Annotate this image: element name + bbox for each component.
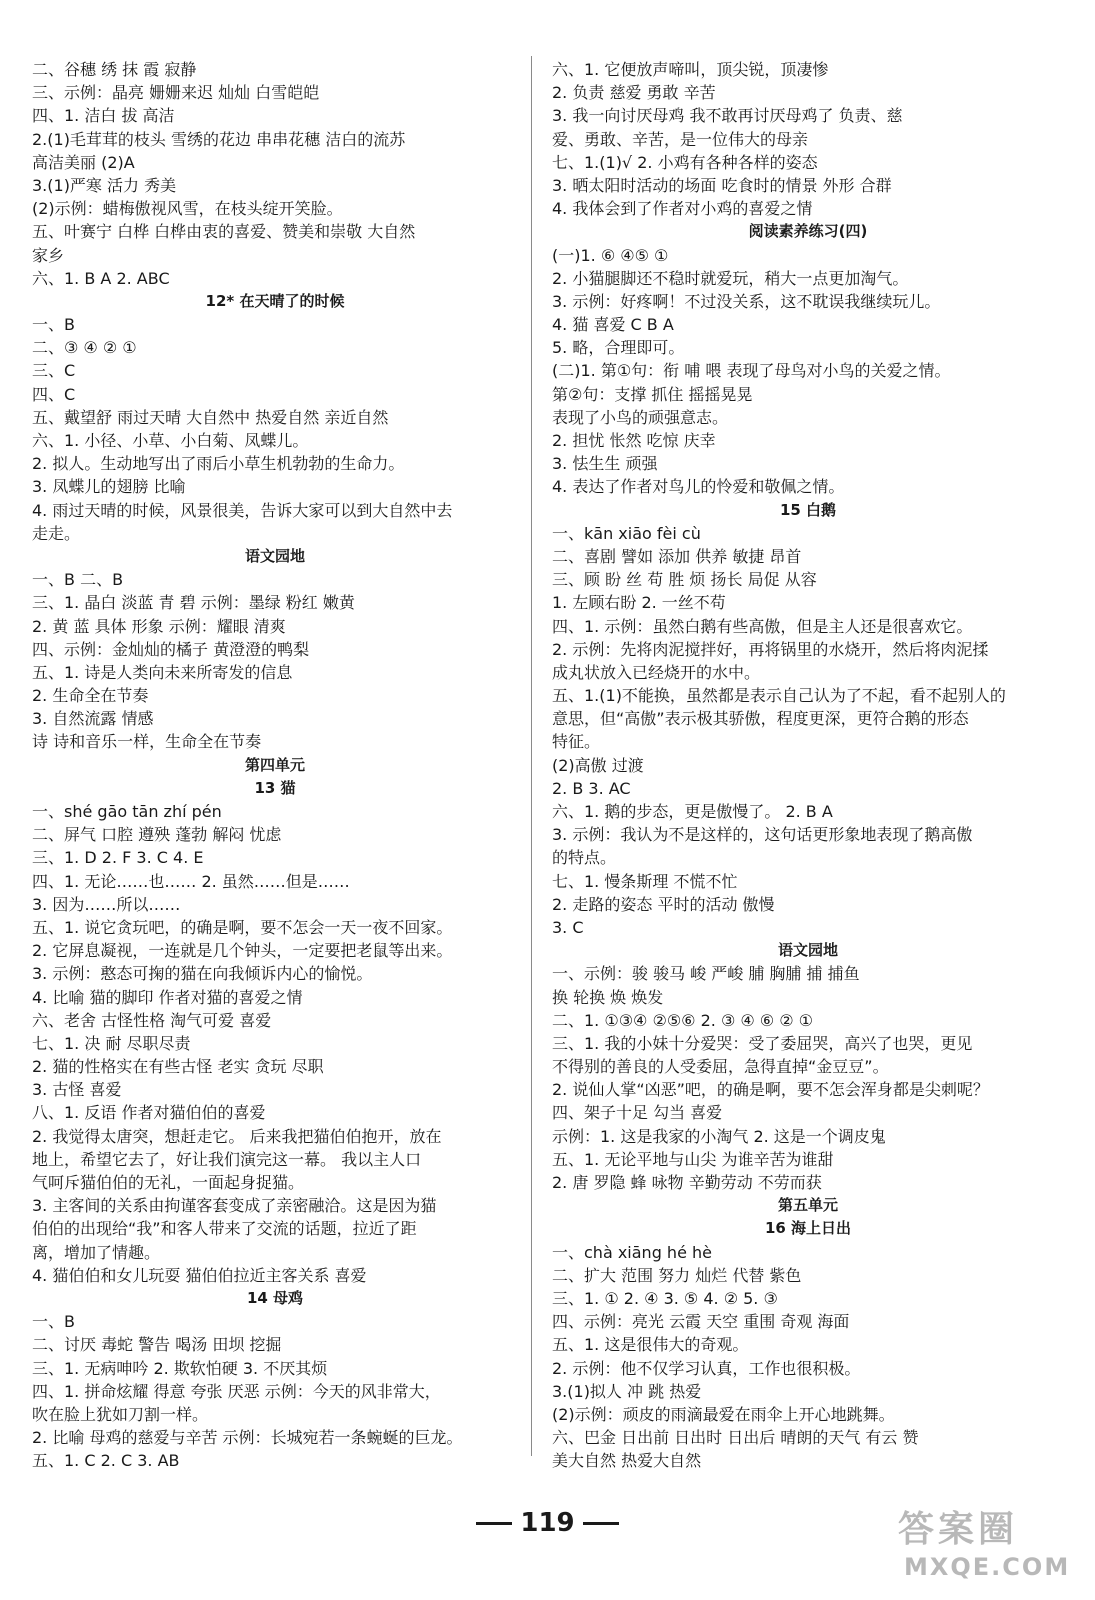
watermark-logo <box>898 1508 1071 1588</box>
answer-line: 2. 担忧 怅然 吃惊 庆幸 <box>552 431 716 450</box>
column-divider <box>531 56 532 1456</box>
answer-line: 特征。 <box>552 732 601 752</box>
answer-line: 家乡 <box>32 245 65 265</box>
answer-line: 一、示例：骏 骏马 峻 严峻 脯 胸脯 捕 捕鱼 <box>552 964 860 984</box>
left-answer-column <box>32 58 518 1472</box>
answer-line: 三、1. D 2. F 3. C 4. E <box>32 848 204 868</box>
answer-line: 美大自然 热爱大自然 <box>552 1451 702 1471</box>
answer-line: 示例：1. 这是我家的小淘气 2. 这是一个调皮鬼 <box>552 1126 886 1146</box>
answer-line: 2. 小猫腿脚还不稳时就爱玩，稍大一点更加淘气。 <box>552 268 909 288</box>
answer-line: 3.(1)拟人 冲 跳 热爱 <box>552 1381 702 1401</box>
answer-line: 二、喜剧 譬如 添加 供养 敏捷 昂首 <box>552 546 802 566</box>
section-heading: 16 海上日出 <box>764 1219 852 1238</box>
answer-line: 1. 左顾右盼 2. 一丝不苟 <box>552 593 726 613</box>
answer-line: 五、1. 这是很伟大的奇观。 <box>552 1335 749 1355</box>
answer-line: 二、1. ①③④ ②⑤⑥ 2. ③ ④ ⑥ ② ① <box>552 1010 814 1030</box>
answer-line: 四、C <box>32 384 76 404</box>
answer-line: 3. 示例：我认为不是这样的，这句话更形象地表现了鹅高傲 <box>552 825 973 845</box>
answer-line: 二、扩大 范围 努力 灿烂 代替 紫色 <box>552 1265 802 1285</box>
answer-line: (2)高傲 过渡 <box>552 755 644 775</box>
answer-line: 三、1. 我的小妹十分爱哭：受了委屈哭，高兴了也哭，更见 <box>552 1033 973 1053</box>
answer-line: 4. 表达了作者对鸟儿的怜爱和敬佩之情。 <box>552 477 845 497</box>
answer-line: 2. 说仙人掌“凶恶”吧，的确是啊，要不怎会浑身都是尖刺呢？ <box>552 1080 989 1100</box>
answer-line: 2.(1)毛茸茸的枝头 雪绣的花边 串串花穗 洁白的流苏 <box>32 129 406 149</box>
answer-line: 2. B 3. AC <box>552 778 631 798</box>
answer-line: 4. 雨过天晴的时候，风景很美，告诉大家可以到大自然中去 <box>32 500 453 520</box>
answer-line: 一、B <box>32 315 75 335</box>
answer-line: 表现了小鸟的顽强意志。 <box>552 407 729 427</box>
answer-line: 一、B <box>32 1312 75 1332</box>
answer-line: 三、示例：晶亮 姗姗来迟 灿灿 白雪皑皑 <box>32 83 320 103</box>
right-answer-column <box>552 58 1064 1472</box>
answer-line: (一)1. ⑥ ④⑤ ① <box>552 245 669 265</box>
answer-line: 四、1. 无论……也…… 2. 虽然……但是…… <box>32 871 350 891</box>
answer-line: 二、③ ④ ② ① <box>32 338 137 358</box>
answer-line: 意思，但“高傲”表示极其骄傲，程度更深，更符合鹅的形态 <box>552 709 969 729</box>
page-number-text: 119 <box>520 1508 575 1538</box>
answer-line: 走走。 <box>32 523 81 543</box>
answer-line: 地上，希望它去了，好让我们演完这一幕。 我以主人口 <box>32 1149 422 1169</box>
answer-line: 四、1. 洁白 拔 高洁 <box>32 106 175 126</box>
answer-line: 六、1. 小径、小草、小白菊、凤蝶儿。 <box>32 431 309 450</box>
answer-line: 离，增加了情趣。 <box>32 1242 161 1262</box>
section-heading: 13 猫 <box>254 778 296 797</box>
answer-line: 2. 我觉得太唐突，想赶走它。 后来我把猫伯伯抱开，放在 <box>32 1126 442 1146</box>
answer-line: 二、屏气 口腔 遵殃 蓬勃 解闷 忧虑 <box>32 825 282 845</box>
answer-line: 不得别的善良的人受委屈，急得直掉“金豆豆”。 <box>552 1057 889 1077</box>
answer-line: (二)1. 第①句：衔 哺 喂 表现了母鸟对小鸟的关爱之情。 <box>552 361 951 381</box>
answer-line: 四、1. 拼命炫耀 得意 夸张 厌恶 示例：今天的风非常大， <box>32 1381 441 1401</box>
answer-line: 爱、勇敢、辛苦，是一位伟大的母亲 <box>552 129 809 149</box>
answer-line: 2. 示例：他不仅学习认真，工作也很积极。 <box>552 1358 861 1378</box>
answer-line: 2. 走路的姿态 平时的活动 傲慢 <box>552 894 775 914</box>
answer-line: 四、1. 示例：虽然白鹅有些高傲，但是主人还是很喜欢它。 <box>552 616 973 636</box>
answer-line: 伯伯的出现给“我”和客人带来了交流的话题，拉近了距 <box>32 1219 417 1239</box>
answer-line: (2)示例：蜡梅傲视风雪，在枝头绽开笑脸。 <box>32 199 343 219</box>
answer-line: 换 轮换 焕 焕发 <box>552 987 664 1007</box>
answer-line: 五、1. 诗是人类向未来所寄发的信息 <box>32 662 293 682</box>
answer-line: 三、顾 盼 丝 苟 胜 烦 扬长 局促 从容 <box>552 570 817 590</box>
answer-line: 诗 诗和音乐一样，生命全在节奏 <box>32 732 262 752</box>
answer-line: 2. 比喻 母鸡的慈爱与辛苦 示例：长城宛若一条蜿蜒的巨龙。 <box>32 1428 463 1448</box>
answer-line: 四、架子十足 勾当 喜爱 <box>552 1103 723 1123</box>
answer-line: 气呵斥猫伯伯的无礼，一面起身捉猫。 <box>32 1173 305 1192</box>
answer-line: 吹在脸上犹如刀割一样。 <box>32 1404 209 1424</box>
answer-line: 3. 因为……所以…… <box>32 894 181 914</box>
page-number-dash-left <box>476 1522 512 1525</box>
section-heading: 阅读素养练习(四) <box>748 222 868 241</box>
section-heading: 语文园地 <box>777 941 838 960</box>
answer-line: 3. 自然流露 情感 <box>32 709 154 729</box>
answer-line: 三、1. ① 2. ④ 3. ⑤ 4. ② 5. ③ <box>552 1288 778 1308</box>
answer-line: 六、老舍 古怪性格 淘气可爱 喜爱 <box>32 1010 272 1030</box>
answer-line: 七、1. 决 耐 尽职尽责 <box>32 1033 191 1053</box>
answer-line: 八、1. 反语 作者对猫伯伯的喜爱 <box>32 1103 266 1123</box>
answer-line: 六、1. 它便放声啼叫，顶尖锐，顶凄惨 <box>552 60 829 79</box>
answer-line: 六、1. 鹅的步态，更是傲慢了。 2. B A <box>552 802 833 821</box>
section-heading: 语文园地 <box>244 546 305 565</box>
answer-line: 一、shé gāo tān zhí pén <box>32 802 222 821</box>
answer-line: (2)示例：顽皮的雨滴最爱在雨伞上开心地跳舞。 <box>552 1404 895 1424</box>
answer-line: 3. 晒太阳时活动的场面 吃食时的情景 外形 合群 <box>552 175 892 195</box>
answer-line: 2. 示例：先将肉泥搅拌好，再将锅里的水烧开，然后将肉泥揉 <box>552 639 989 659</box>
answer-line: 3. 示例：好疼啊！不过没关系，这不耽误我继续玩儿。 <box>552 291 941 311</box>
answer-line: 五、叶赛宁 白桦 白桦由衷的喜爱、赞美和崇敬 大自然 <box>32 222 416 242</box>
answer-line: 3. 怯生生 顽强 <box>552 454 658 474</box>
answer-line: 2. 它屏息凝视，一连就是几个钟头，一定要把老鼠等出来。 <box>32 941 453 961</box>
answer-line: 高洁美丽 (2)A <box>32 152 135 172</box>
answer-line: 三、C <box>32 361 76 381</box>
watermark-top-text: 答案圈 <box>898 1509 1019 1550</box>
answer-line: 2. 黄 蓝 具体 形象 示例：耀眼 清爽 <box>32 616 286 636</box>
section-heading: 15 白鹅 <box>779 500 837 519</box>
answer-line: 5. 略，合理即可。 <box>552 338 685 358</box>
section-heading: 第四单元 <box>244 755 305 774</box>
answer-line: 4. 比喻 猫的脚印 作者对猫的喜爱之情 <box>32 987 303 1007</box>
answer-line: 3. 凤蝶儿的翅膀 比喻 <box>32 477 186 497</box>
answer-line: 3. 我一向讨厌母鸡 我不敢再讨厌母鸡了 负责、慈 <box>552 106 903 126</box>
section-heading: 12* 在天晴了的时候 <box>205 291 345 310</box>
answer-line: 4. 猫伯伯和女儿玩耍 猫伯伯拉近主客关系 喜爱 <box>32 1265 367 1285</box>
answer-line: 二、讨厌 毒蛇 警告 喝汤 田坝 挖掘 <box>32 1335 282 1355</box>
answer-line: 四、示例：亮光 云霞 天空 重围 奇观 海面 <box>552 1312 850 1332</box>
answer-line: 五、1. C 2. C 3. AB <box>32 1451 180 1471</box>
answer-line: 2. 猫的性格实在有些古怪 老实 贪玩 尽职 <box>32 1057 324 1077</box>
answer-line: 3.(1)严寒 活力 秀美 <box>32 175 177 195</box>
answer-line: 一、kān xiāo fèi cù <box>552 523 701 543</box>
answer-line: 六、1. B A 2. ABC <box>32 268 170 288</box>
answer-line: 4. 猫 喜爱 C B A <box>552 315 674 335</box>
answer-line: 第②句：支撑 抓住 摇摇晃晃 <box>552 384 753 404</box>
answer-line: 4. 我体会到了作者对小鸡的喜爱之情 <box>552 199 813 219</box>
answer-line: 三、1. 晶白 淡蓝 青 碧 示例：墨绿 粉红 嫩黄 <box>32 593 355 613</box>
page-number-dash-right <box>583 1522 619 1525</box>
answer-line: 2. 唐 罗隐 蜂 咏物 辛勤劳动 不劳而获 <box>552 1173 822 1192</box>
watermark-url-text: MXQE.COM <box>904 1553 1071 1581</box>
answer-line: 六、巴金 日出前 日出时 日出后 晴朗的天气 有云 赞 <box>552 1428 919 1448</box>
answer-line: 五、1. 说它贪玩吧，的确是啊，要不怎会一天一夜不回家。 <box>32 917 453 937</box>
answer-line: 七、1.(1)√ 2. 小鸡有各种各样的姿态 <box>552 152 818 172</box>
answer-line: 二、谷穗 绣 抹 霞 寂静 <box>32 60 197 79</box>
answer-line: 3. 主客间的关系由拘谨客套变成了亲密融洽。这是因为猫 <box>32 1196 437 1216</box>
answer-line: 一、B 二、B <box>32 570 124 590</box>
answer-line: 七、1. 慢条斯理 不慌不忙 <box>552 871 738 891</box>
answer-line: 一、chà xiāng hé hè <box>552 1242 712 1262</box>
answer-line: 3. 古怪 喜爱 <box>32 1080 122 1100</box>
answer-line: 五、1. 无论平地与山尖 为谁辛苦为谁甜 <box>552 1149 834 1169</box>
answer-line: 五、1.(1)不能换，虽然都是表示自己认为了不起，看不起别人的 <box>552 686 1006 706</box>
section-heading: 14 母鸡 <box>246 1288 304 1307</box>
answer-line: 2. 负责 慈爱 勇敢 辛苦 <box>552 83 716 103</box>
answer-line: 五、戴望舒 雨过天晴 大自然中 热爱自然 亲近自然 <box>32 407 389 427</box>
answer-line: 2. 拟人。生动地写出了雨后小草生机勃勃的生命力。 <box>32 454 405 474</box>
answer-line: 成丸状放入已经烧开的水中。 <box>552 662 761 682</box>
answer-line: 3. C <box>552 917 584 937</box>
section-heading: 第五单元 <box>777 1196 838 1215</box>
answer-line: 三、1. 无病呻吟 2. 欺软怕硬 3. 不厌其烦 <box>32 1358 328 1378</box>
answer-line: 2. 生命全在节奏 <box>32 686 149 706</box>
answer-line: 3. 示例：憨态可掬的猫在向我倾诉内心的愉悦。 <box>32 964 373 984</box>
answer-line: 的特点。 <box>552 848 617 868</box>
answer-line: 四、示例：金灿灿的橘子 黄澄澄的鸭梨 <box>32 639 310 659</box>
